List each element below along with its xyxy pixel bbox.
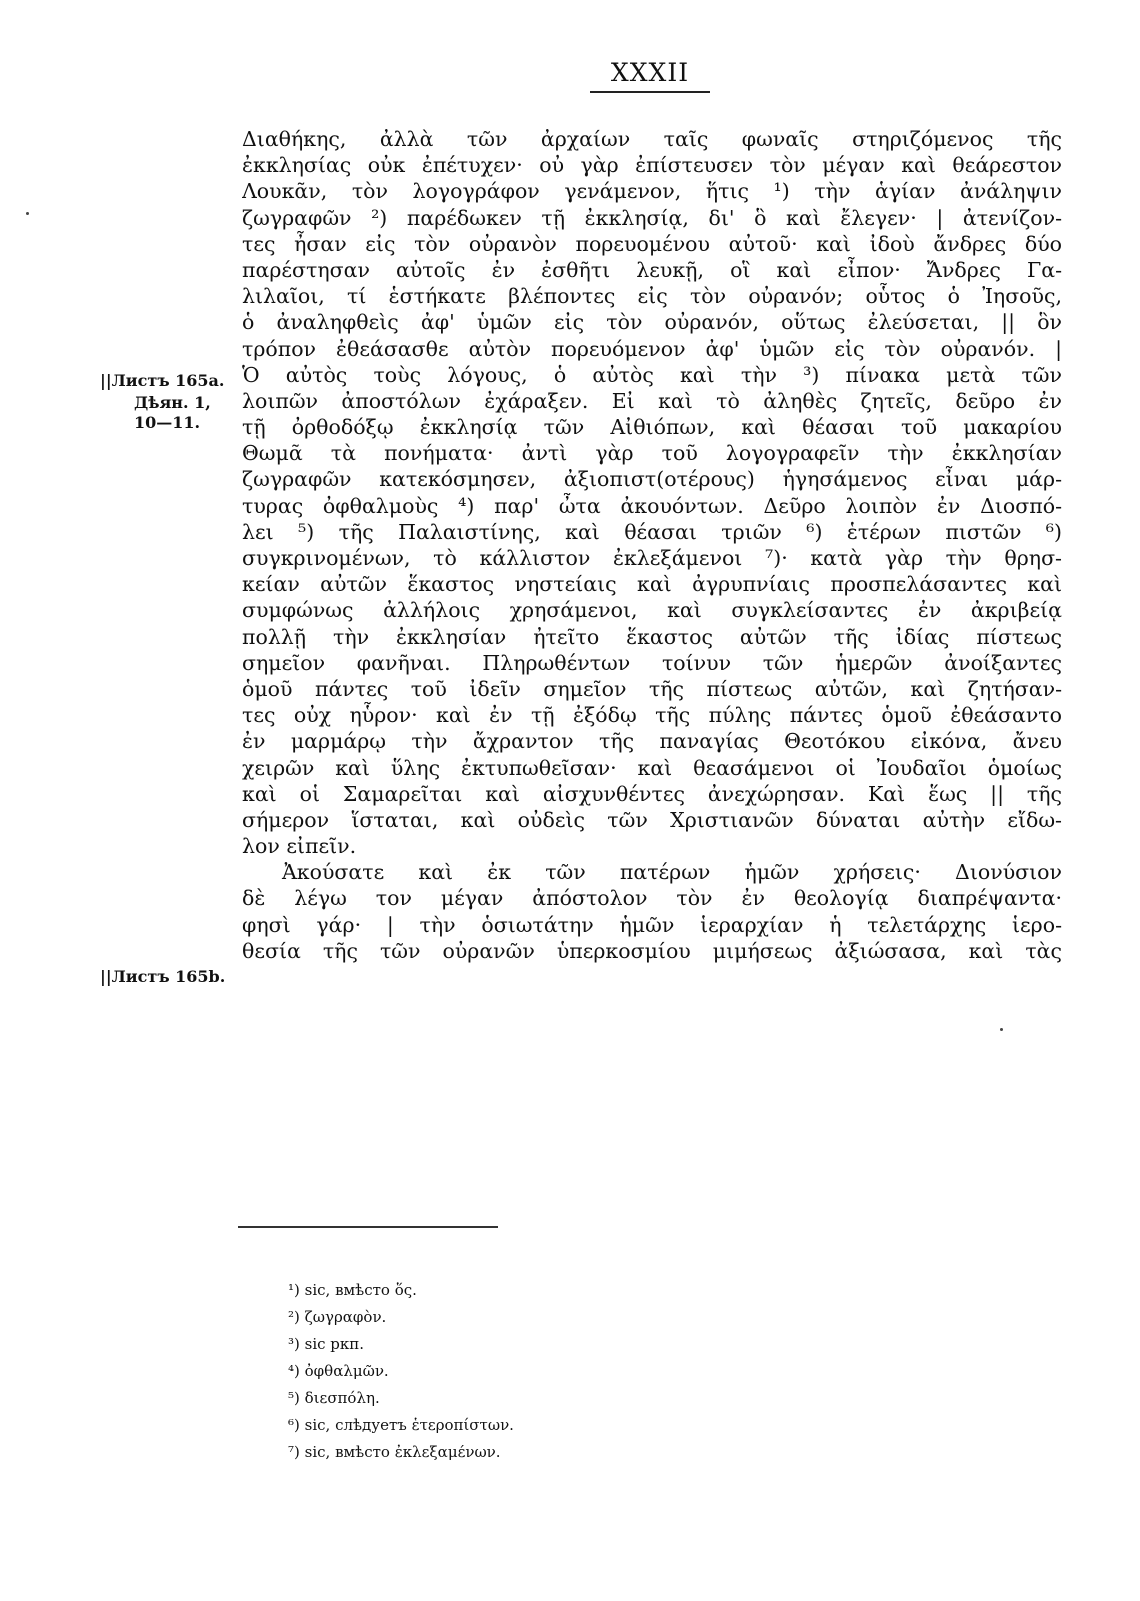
text-line: ἐκκλησίας οὐκ ἐπέτυχεν· οὐ γὰρ ἐπίστευσεν τὸν μέγαν καὶ θεάρεστον <box>242 153 1062 178</box>
text-line: παρέστησαν αὐτοῖς ἐν ἐσθῆτι λευκῇ, οἳ καὶ εἶπον· Ἄνδρες Γα- <box>242 257 1062 282</box>
margin-note-acts-ref: Дѣян. 1, <box>134 393 211 412</box>
text-line: πολλῇ τὴν ἐκκλησίαν ἠτεῖτο ἕκαστος αὐτῶν τῆς ἰδίας πίστεως <box>242 624 1062 649</box>
text-line: χειρῶν καὶ ὕλης ἐκτυπωθεῖσαν· καὶ θεασάμενοι οἱ Ἰουδαῖοι ὁμοίως <box>242 755 1062 780</box>
text-line: δὲ λέγω τον μέγαν ἀπόστολον τὸν ἐν θεολογίᾳ διαπρέψαντα· <box>242 886 1062 911</box>
footnotes <box>288 1277 514 1466</box>
footnote: ⁵) διεσπόλη. <box>288 1389 380 1407</box>
page-number: XXXII <box>610 58 690 87</box>
footnote: ⁶) sic, слѣдуетъ ἑτεροπίστων. <box>288 1416 514 1434</box>
text-line: ζωγραφῶν ²) παρέδωκεν τῇ ἐκκλησίᾳ, δι' ὃ καὶ ἔλεγεν· | ἀτενίζον- <box>242 205 1062 230</box>
text-line: λοιπῶν ἀποστόλων ἐχάραξεν. Εἰ καὶ τὸ ἀληθὲς ζητεῖς, δεῦρο ἐν <box>242 388 1062 413</box>
text-line: Λουκᾶν, τὸν λογογράφον γενάμενον, ἥτις ¹) τὴν ἁγίαν ἀνάληψιν <box>242 179 1062 204</box>
text-line: τυρας ὀφθαλμοὺς ⁴) παρ' ὦτα ἀκουόντων. Δεῦρο λοιπὸν ἐν Διοσπό- <box>242 493 1062 518</box>
footnote: ²) ζωγραφὸν. <box>288 1308 387 1326</box>
margin-note-leaf-165a: ||Листъ 165a. <box>100 371 225 390</box>
paragraph-end-line: λον εἰπεῖν. <box>242 834 357 859</box>
footnote: ³) sic ркп. <box>288 1335 365 1353</box>
text-line: Ὁ αὐτὸς τοὺς λόγους, ὁ αὐτὸς καὶ τὴν ³) πίνακα μετὰ τῶν <box>242 362 1062 387</box>
text-line: συγκρινομένων, τὸ κάλλιστον ἐκλεξάμενοι ⁷)· κατὰ γὰρ τὴν θρησ- <box>242 546 1062 570</box>
margin-note-leaf-165b: ||Листъ 165b. <box>100 967 226 986</box>
stray-mark <box>1000 1028 1003 1031</box>
text-line: τρόπον ἐθεάσασθε αὐτὸν πορευόμενον ἀφ' ὑμῶν εἰς τὸν οὐρανόν. | <box>242 336 1062 361</box>
stray-mark <box>26 212 29 215</box>
text-line: λιλαῖοι, τί ἑστήκατε βλέποντες εἰς τὸν οὐρανόν; οὗτος ὁ Ἰησοῦς, <box>242 284 1062 309</box>
text-line: Θωμᾶ τὰ πονήματα· ἀντὶ γὰρ τοῦ λογογραφεῖν τὴν ἐκκλησίαν <box>242 441 1062 466</box>
text-line: ζωγραφῶν κατεκόσμησεν, ἀξιοπιστ(οτέρους) ἡγησάμενος εἶναι μάρ- <box>242 467 1062 492</box>
footnote: ¹) sic, вмѣсто ὅς. <box>288 1281 417 1299</box>
text-line: λει ⁵) τῆς Παλαιστίνης, καὶ θέασαι τριῶν ⁶) ἑτέρων πιστῶν ⁶) <box>242 519 1062 544</box>
footnote-separator <box>238 1226 498 1228</box>
text-line: τες ἦσαν εἰς τὸν οὐρανὸν πορευομένου αὐτοῦ· καὶ ἰδοὺ ἄνδρες δύο <box>242 231 1062 256</box>
text-line: κείαν αὐτῶν ἕκαστος νηστείαις καὶ ἀγρυπνίαις προσπελάσαντες καὶ <box>242 572 1062 597</box>
text-line: τες οὐχ ηὗρον· καὶ ἐν τῇ ἐξόδῳ τῆς πύλης πάντες ὁμοῦ ἐθεάσαντο <box>242 703 1062 728</box>
text-line: συμφώνως ἀλλήλοις χρησάμενοι, καὶ συγκλείσαντες ἐν ἀκριβείᾳ <box>242 598 1062 623</box>
body-text <box>242 126 1062 964</box>
margin-note-acts-verses: 10—11. <box>134 413 201 432</box>
text-line: ἐν μαρμάρῳ τὴν ἄχραντον τῆς παναγίας Θεοτόκου εἰκόνα, ἄνευ <box>242 729 1062 754</box>
text-line: ὁμοῦ πάντες τοῦ ἰδεῖν σημεῖον τῆς πίστεως αὐτῶν, καὶ ζητήσαν- <box>242 676 1062 701</box>
text-line: Διαθήκης, ἀλλὰ τῶν ἀρχαίων ταῖς φωναῖς στηριζόμενος τῆς <box>242 127 1062 151</box>
footnote: ⁴) ὀφθαλμῶν. <box>288 1362 389 1380</box>
footnote: ⁷) sic, вмѣсто ἐκλεξαμένων. <box>288 1443 501 1461</box>
text-line: τῇ ὀρθοδόξῳ ἐκκλησίᾳ τῶν Αἰθιόπων, καὶ θέασαι τοῦ μακαρίου <box>242 415 1062 440</box>
paragraph-start-line: Ἀκούσατε καὶ ἐκ τῶν πατέρων ἡμῶν χρήσεις· Διονύσιον <box>282 860 1062 885</box>
text-line: καὶ οἱ Σαμαρεῖται καὶ αἰσχυνθέντες ἀνεχώρησαν. Καὶ ἕως || τῆς <box>242 781 1062 806</box>
text-line: σημεῖον φανῆναι. Πληρωθέντων τοίνυν τῶν ἡμερῶν ἀνοίξαντες <box>242 650 1062 675</box>
text-line: ὁ ἀναληφθεὶς ἀφ' ὑμῶν εἰς τὸν οὐρανόν, οὕτως ἐλεύσεται, || ὃν <box>242 310 1062 335</box>
page-number-rule <box>590 91 710 93</box>
text-line: φησὶ γάρ· | τὴν ὁσιωτάτην ἡμῶν ἱεραρχίαν ἡ τελετάρχης ἱερο- <box>242 912 1062 937</box>
text-line: θεσία τῆς τῶν οὐρανῶν ὑπερκοσμίου μιμήσεως ἀξιώσασα, καὶ τὰς <box>242 938 1062 963</box>
text-line: σήμερον ἵσταται, καὶ οὐδεὶς τῶν Χριστιανῶν δύναται αὐτὴν εἴδω- <box>242 807 1062 832</box>
